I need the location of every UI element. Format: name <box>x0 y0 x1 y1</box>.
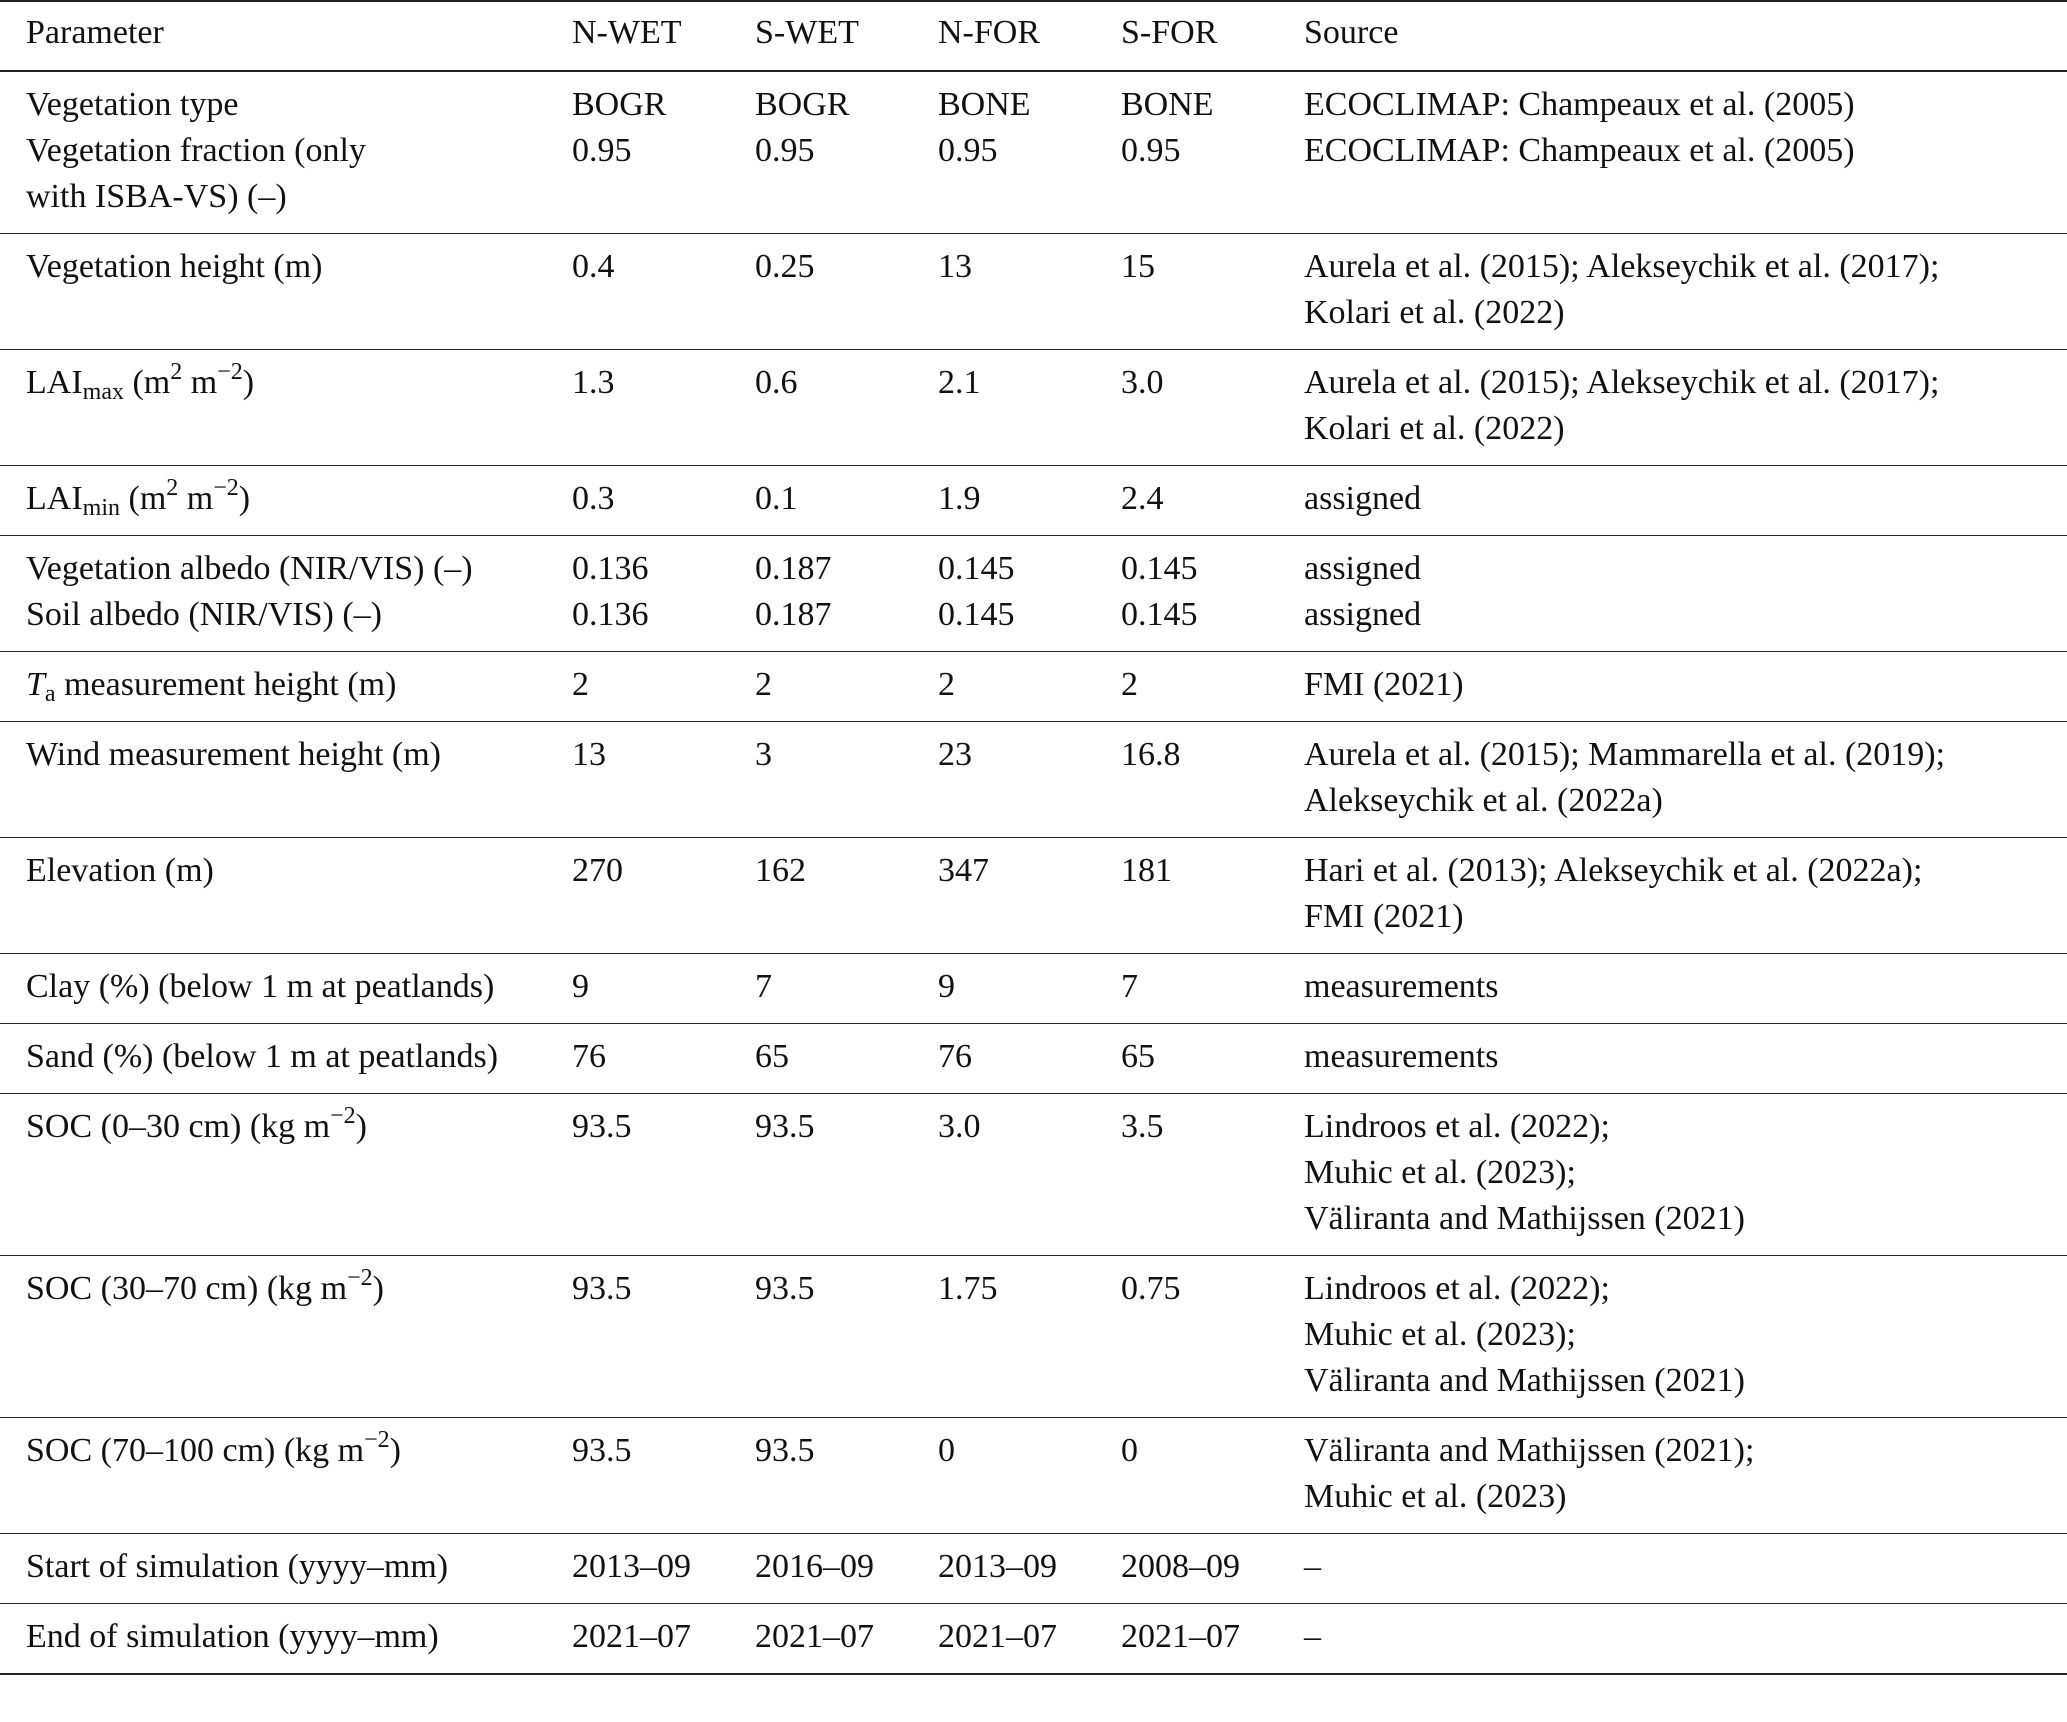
source: FMI (2021) <box>1304 898 1464 935</box>
param-text: ) <box>372 1270 384 1307</box>
param-text: ) <box>355 1108 367 1145</box>
param-text: m <box>182 364 218 401</box>
source-cell <box>1304 722 2067 838</box>
param-cell <box>0 1094 572 1256</box>
param-cell <box>0 71 572 234</box>
param-text: ) <box>389 1432 401 1469</box>
value: 0.95 <box>1121 132 1181 169</box>
n-wet-cell <box>572 71 755 234</box>
s-wet-cell: 93.5 <box>755 1256 938 1418</box>
param-vegetation-albedo: Vegetation albedo (NIR/VIS) (–) <box>26 550 473 587</box>
s-for-cell: 3.5 <box>1121 1094 1304 1256</box>
param-subscript: min <box>82 495 120 521</box>
param-superscript: −2 <box>347 1265 373 1291</box>
table-row-wind-height <box>0 722 2067 838</box>
param-symbol: T <box>26 666 45 703</box>
s-for-cell: 0.75 <box>1121 1256 1304 1418</box>
n-for-cell: 2.1 <box>938 350 1121 466</box>
source-cell: measurements <box>1304 954 2067 1024</box>
s-for-cell: 181 <box>1121 838 1304 954</box>
table-row-sim-end <box>0 1604 2067 1675</box>
source: Hari et al. (2013); Alekseychik et al. (2022a); <box>1304 852 1923 889</box>
n-wet-cell: 2021–07 <box>572 1604 755 1675</box>
header-source: Source <box>1304 1 2067 71</box>
n-wet-cell: 0.3 <box>572 466 755 536</box>
n-for-cell: 1.75 <box>938 1256 1121 1418</box>
source-cell: – <box>1304 1534 2067 1604</box>
source: Kolari et al. (2022) <box>1304 410 1565 447</box>
source-cell <box>1304 536 2067 652</box>
s-for-cell: 0 <box>1121 1418 1304 1534</box>
s-for-cell: 15 <box>1121 234 1304 350</box>
table-row-sim-start <box>0 1534 2067 1604</box>
n-wet-cell <box>572 536 755 652</box>
param-cell: Sand (%) (below 1 m at peatlands) <box>0 1024 572 1094</box>
param-cell <box>0 350 572 466</box>
table-row-soc-70-100 <box>0 1418 2067 1534</box>
n-wet-cell: 9 <box>572 954 755 1024</box>
param-cell <box>0 652 572 722</box>
source-cell: FMI (2021) <box>1304 652 2067 722</box>
value: 0.187 <box>755 596 832 633</box>
s-wet-cell: 0.6 <box>755 350 938 466</box>
table-row-ta-height <box>0 652 2067 722</box>
n-for-cell: 2013–09 <box>938 1534 1121 1604</box>
value: 0.145 <box>938 596 1015 633</box>
source: assigned <box>1304 550 1422 587</box>
table-row-lai-min <box>0 466 2067 536</box>
s-wet-cell: 93.5 <box>755 1094 938 1256</box>
param-vegetation-fraction-line1: Vegetation fraction (only <box>26 132 366 169</box>
table-header <box>0 1 2067 71</box>
param-cell <box>0 1418 572 1534</box>
s-wet-cell: 2016–09 <box>755 1534 938 1604</box>
n-for-cell: 9 <box>938 954 1121 1024</box>
param-cell: Wind measurement height (m) <box>0 722 572 838</box>
s-wet-cell: 2021–07 <box>755 1604 938 1675</box>
param-superscript: −2 <box>217 359 243 385</box>
source: Aurela et al. (2015); Alekseychik et al. (2017); <box>1304 364 1940 401</box>
value: 0.136 <box>572 596 649 633</box>
table-body <box>0 71 2067 1674</box>
n-for-cell: 347 <box>938 838 1121 954</box>
source: Aurela et al. (2015); Mammarella et al. (2019); <box>1304 736 1946 773</box>
header-s-for: S-FOR <box>1121 1 1304 71</box>
value: 0.95 <box>755 132 815 169</box>
source: Alekseychik et al. (2022a) <box>1304 782 1663 819</box>
s-for-cell <box>1121 536 1304 652</box>
n-wet-cell: 93.5 <box>572 1094 755 1256</box>
param-cell <box>0 466 572 536</box>
param-text: LAI <box>26 364 83 401</box>
header-s-wet: S-WET <box>755 1 938 71</box>
n-for-cell: 2 <box>938 652 1121 722</box>
source: Aurela et al. (2015); Alekseychik et al. (2017); <box>1304 248 1940 285</box>
param-superscript: 2 <box>170 359 183 385</box>
param-cell: Start of simulation (yyyy–mm) <box>0 1534 572 1604</box>
value: 0.136 <box>572 550 649 587</box>
s-for-cell: 7 <box>1121 954 1304 1024</box>
value: BOGR <box>755 86 850 123</box>
param-text: SOC (30–70 cm) (kg m <box>26 1270 348 1307</box>
table-row-vegetation <box>0 71 2067 234</box>
param-cell: Vegetation height (m) <box>0 234 572 350</box>
param-superscript: −2 <box>330 1103 356 1129</box>
value: BOGR <box>572 86 667 123</box>
n-wet-cell: 1.3 <box>572 350 755 466</box>
value: 0.95 <box>938 132 998 169</box>
param-subscript: a <box>44 681 56 707</box>
table-row-vegetation-height <box>0 234 2067 350</box>
s-wet-cell: 0.25 <box>755 234 938 350</box>
header-n-for: N-FOR <box>938 1 1121 71</box>
param-text: m <box>178 480 214 517</box>
s-for-cell: 2021–07 <box>1121 1604 1304 1675</box>
source-cell <box>1304 234 2067 350</box>
s-wet-cell: 65 <box>755 1024 938 1094</box>
param-text: (m <box>123 364 171 401</box>
source-cell <box>1304 1418 2067 1534</box>
source: Lindroos et al. (2022); <box>1304 1108 1610 1145</box>
table-row-albedo <box>0 536 2067 652</box>
n-for-cell: 13 <box>938 234 1121 350</box>
value: BONE <box>938 86 1031 123</box>
param-superscript: −2 <box>213 475 239 501</box>
s-for-cell: 2008–09 <box>1121 1534 1304 1604</box>
s-wet-cell: 2 <box>755 652 938 722</box>
source: Muhic et al. (2023); <box>1304 1316 1576 1353</box>
param-cell <box>0 536 572 652</box>
n-wet-cell: 76 <box>572 1024 755 1094</box>
s-for-cell: 2.4 <box>1121 466 1304 536</box>
source: Väliranta and Mathijssen (2021); <box>1304 1432 1755 1469</box>
n-for-cell: 76 <box>938 1024 1121 1094</box>
n-wet-cell: 93.5 <box>572 1256 755 1418</box>
param-cell <box>0 1256 572 1418</box>
n-for-cell: 0 <box>938 1418 1121 1534</box>
s-wet-cell: 3 <box>755 722 938 838</box>
value: 0.145 <box>1121 550 1198 587</box>
n-for-cell <box>938 71 1121 234</box>
table-row-clay <box>0 954 2067 1024</box>
source: Lindroos et al. (2022); <box>1304 1270 1610 1307</box>
source-cell: – <box>1304 1604 2067 1675</box>
source-cell <box>1304 1094 2067 1256</box>
param-cell: Clay (%) (below 1 m at peatlands) <box>0 954 572 1024</box>
param-text: SOC (70–100 cm) (kg m <box>26 1432 365 1469</box>
source-cell <box>1304 838 2067 954</box>
value: 0.145 <box>938 550 1015 587</box>
table-row-soc-0-30 <box>0 1094 2067 1256</box>
table-row-sand <box>0 1024 2067 1094</box>
source: Kolari et al. (2022) <box>1304 294 1565 331</box>
header-n-wet: N-WET <box>572 1 755 71</box>
s-for-cell: 3.0 <box>1121 350 1304 466</box>
value: 0.187 <box>755 550 832 587</box>
n-for-cell: 1.9 <box>938 466 1121 536</box>
source: Muhic et al. (2023); <box>1304 1154 1576 1191</box>
header-parameter: Parameter <box>0 1 572 71</box>
n-wet-cell: 0.4 <box>572 234 755 350</box>
s-wet-cell: 162 <box>755 838 938 954</box>
param-text: ) <box>242 364 255 401</box>
value: 0.145 <box>1121 596 1198 633</box>
param-soil-albedo: Soil albedo (NIR/VIS) (–) <box>26 596 383 633</box>
param-vegetation-fraction-line2: with ISBA-VS) (–) <box>26 178 287 215</box>
header-row <box>0 1 2067 71</box>
param-text: LAI <box>26 480 83 517</box>
s-wet-cell: 7 <box>755 954 938 1024</box>
s-for-cell: 16.8 <box>1121 722 1304 838</box>
n-for-cell: 2021–07 <box>938 1604 1121 1675</box>
source-cell <box>1304 350 2067 466</box>
n-for-cell: 23 <box>938 722 1121 838</box>
param-text: SOC (0–30 cm) (kg m <box>26 1108 331 1145</box>
param-text: (m <box>120 480 167 517</box>
param-subscript: max <box>82 379 124 405</box>
param-text: measurement height (m) <box>55 666 397 703</box>
source: Väliranta and Mathijssen (2021) <box>1304 1362 1745 1399</box>
param-superscript: 2 <box>166 475 179 501</box>
param-cell: Elevation (m) <box>0 838 572 954</box>
s-wet-cell <box>755 536 938 652</box>
source: Muhic et al. (2023) <box>1304 1478 1567 1515</box>
s-wet-cell: 0.1 <box>755 466 938 536</box>
table-row-elevation <box>0 838 2067 954</box>
n-wet-cell: 2 <box>572 652 755 722</box>
table-row-lai-max <box>0 350 2067 466</box>
param-superscript: −2 <box>364 1427 390 1453</box>
s-for-cell <box>1121 71 1304 234</box>
param-cell: End of simulation (yyyy–mm) <box>0 1604 572 1675</box>
source: Väliranta and Mathijssen (2021) <box>1304 1200 1745 1237</box>
s-for-cell: 2 <box>1121 652 1304 722</box>
source-cell <box>1304 1256 2067 1418</box>
param-vegetation-type: Vegetation type <box>26 86 239 123</box>
n-wet-cell: 2013–09 <box>572 1534 755 1604</box>
value: BONE <box>1121 86 1214 123</box>
n-wet-cell: 93.5 <box>572 1418 755 1534</box>
n-wet-cell: 270 <box>572 838 755 954</box>
table-row-soc-30-70 <box>0 1256 2067 1418</box>
n-for-cell: 3.0 <box>938 1094 1121 1256</box>
source-cell <box>1304 71 2067 234</box>
source: ECOCLIMAP: Champeaux et al. (2005) <box>1304 86 1855 123</box>
value: 0.95 <box>572 132 632 169</box>
source: ECOCLIMAP: Champeaux et al. (2005) <box>1304 132 1855 169</box>
s-for-cell: 65 <box>1121 1024 1304 1094</box>
s-wet-cell: 93.5 <box>755 1418 938 1534</box>
s-wet-cell <box>755 71 938 234</box>
source-cell: measurements <box>1304 1024 2067 1094</box>
source: assigned <box>1304 596 1422 633</box>
source-cell: assigned <box>1304 466 2067 536</box>
param-text: ) <box>238 480 251 517</box>
n-wet-cell: 13 <box>572 722 755 838</box>
n-for-cell <box>938 536 1121 652</box>
